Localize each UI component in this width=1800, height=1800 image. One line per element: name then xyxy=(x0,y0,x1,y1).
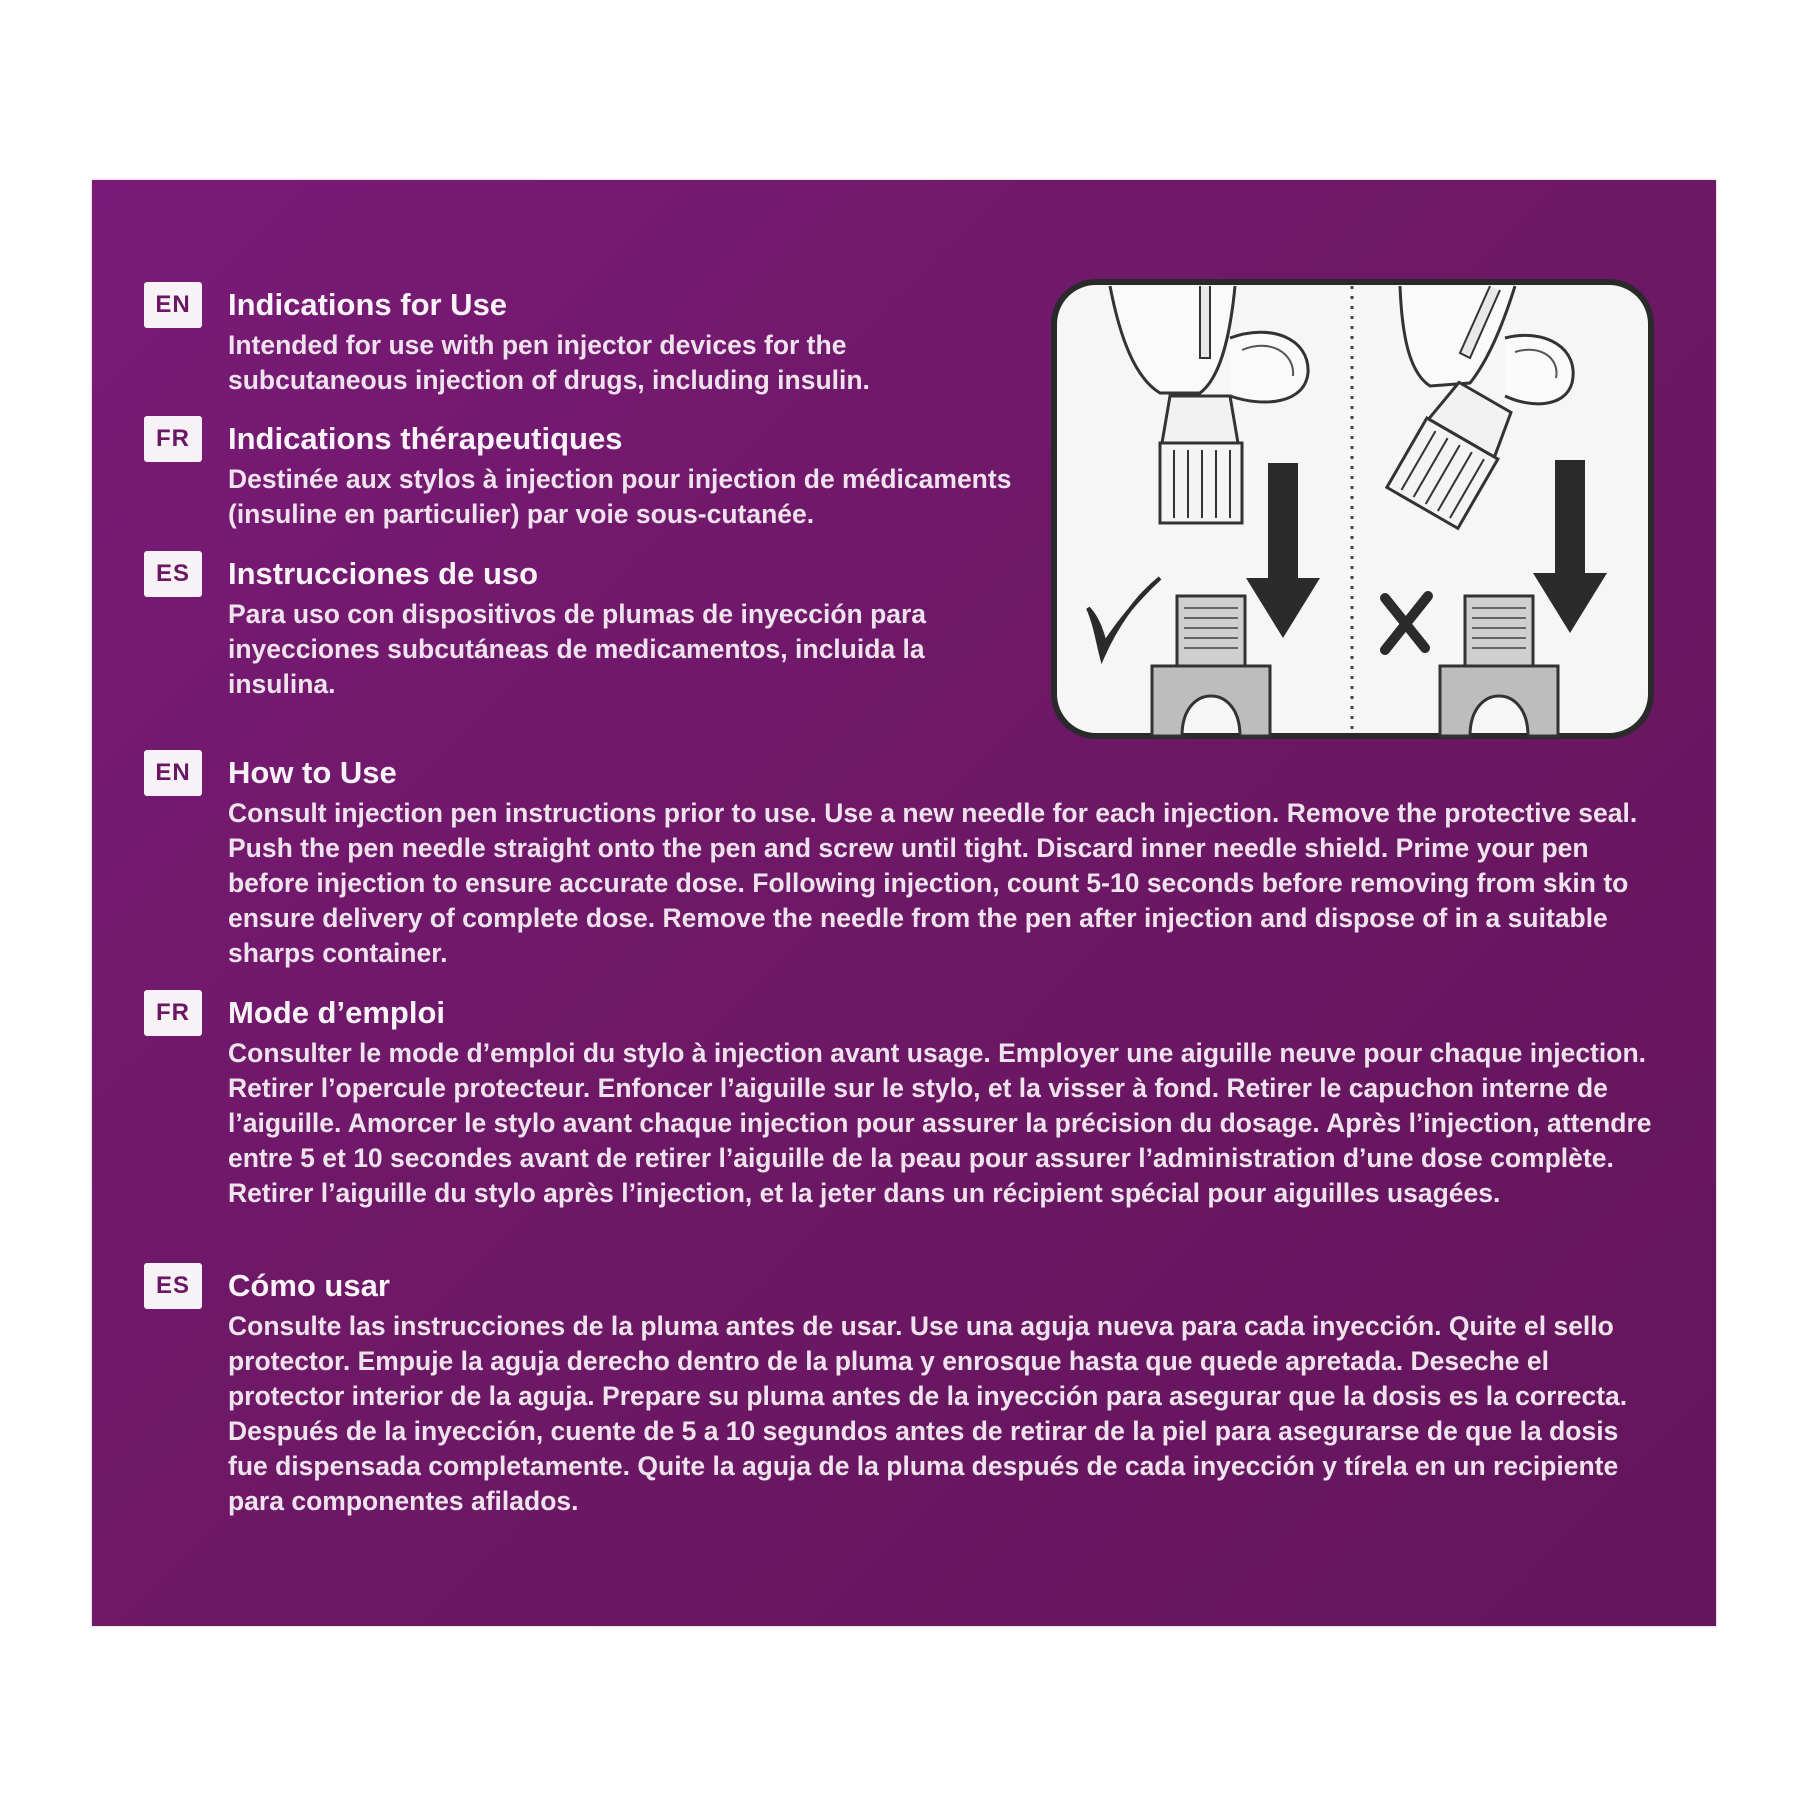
lang-badge-en: EN xyxy=(144,750,202,796)
section-body: Consulter le mode d’emploi du stylo à injection avant usage. Employer une aiguille neuve pour chaque injection. Retirer l’opercule protecteur. Enfoncer l’aiguille sur le stylo, et la visser à fond. Retirer le capuchon interne de l’aiguille. Amorcer le stylo avant chaque injection pour assurer la précision du dosage. Après l’injection, attendre entre 5 et 10 secondes avant de retirer l’aiguille de la peau pour assurer l’administration d’une dose complète. Retirer l’aiguille du stylo après l’injection, et la jeter dans un récipient spécial pour aiguilles usagées. xyxy=(228,1038,1652,1208)
section-heading: Mode d’emploi xyxy=(228,995,445,1030)
pen-needle-icon xyxy=(1160,396,1242,523)
lang-badge-es: ES xyxy=(144,551,202,597)
pen-needle-illustration xyxy=(1050,278,1655,740)
section-body: Consult injection pen instructions prior to use. Use a new needle for each injection. Remove the protective seal. Push the pen needle straight onto the pen and screw until tight. Discard inner needle shield. Prime your pen before injection to ensure accurate dose. Following injection, count 5-10 seconds before removing from skin to ensure delivery of complete dose. Remove the needle from the pen after injection and dispose of in a suitable sharps container. xyxy=(228,798,1638,968)
section-body: Consulte las instrucciones de la pluma antes de usar. Use una aguja nueva para cada inyección. Quite el sello protector. Empuje la aguja derecho dentro de la pluma y enrosque hasta que quede apretada. Deseche el protector interior de la aguja. Prepare su pluma antes de la inyección para asegurar que la dosis es la correcta. Después de la inyección, cuente de 5 a 10 segundos antes de retirar de la piel para asegurarse de que la dosis fue dispensada completamente. Quite la aguja de la pluma después de cada inyección y tírela en un recipiente para componentes afilados. xyxy=(228,1311,1628,1516)
lang-badge-fr: FR xyxy=(144,416,202,462)
lang-badge-en: EN xyxy=(144,282,202,328)
lang-badge-fr: FR xyxy=(144,990,202,1036)
section-body: Intended for use with pen injector devices for the subcutaneous injection of drugs, including insulin. xyxy=(228,330,870,395)
section-body: Para uso con dispositivos de plumas de inyección para inyecciones subcutáneas de medicamentos, incluida la insulina. xyxy=(228,599,927,699)
section-heading: Indications for Use xyxy=(228,287,508,322)
instruction-panel xyxy=(92,180,1716,1626)
section-body: Destinée aux stylos à injection pour injection de médicaments (insuline en particulier) par voie sous-cutanée. xyxy=(228,464,1012,529)
section-heading: Indications thérapeutiques xyxy=(228,421,623,456)
section-heading: How to Use xyxy=(228,755,397,790)
lang-badge-es: ES xyxy=(144,1263,202,1309)
section-heading: Instrucciones de uso xyxy=(228,556,539,591)
section-heading: Cómo usar xyxy=(228,1268,390,1303)
